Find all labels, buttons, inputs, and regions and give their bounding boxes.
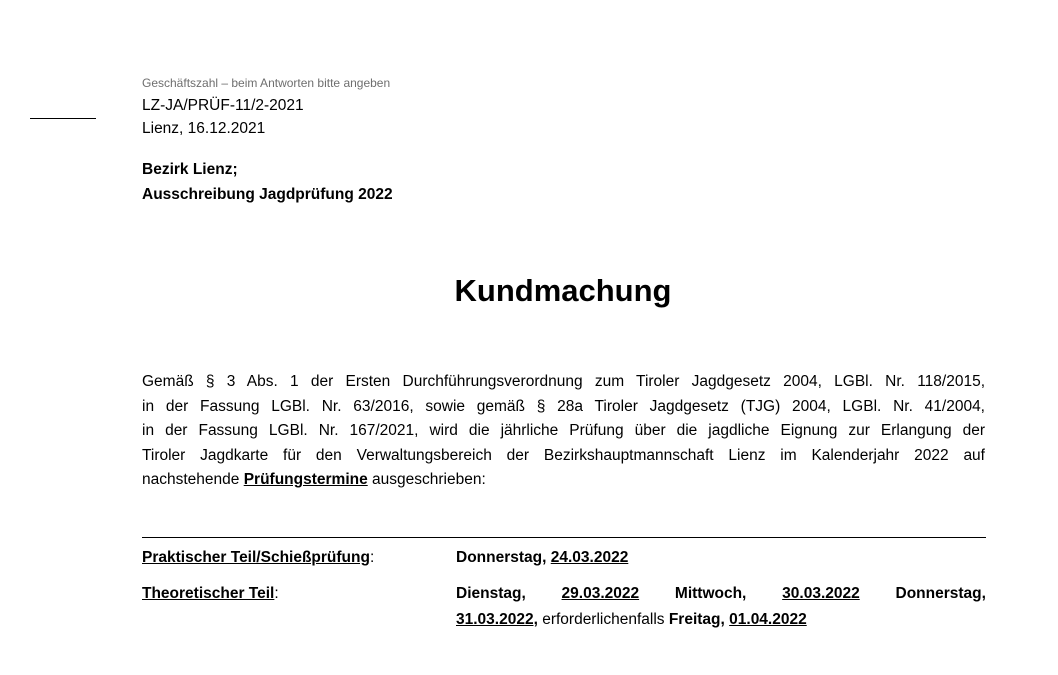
page-title: Kundmachung [454, 273, 672, 308]
practical-part-label [142, 549, 374, 567]
body-line-3: in der Fassung LGBl. Nr. 167/2021, wird die jährliche Prüfung über die jagdliche Eignung zur Erlangung der [142, 422, 985, 439]
body-line-4: Tiroler Jagdkarte für den Verwaltungsbereich der Bezirkshauptmannschaft Lienz im Kalenderjahr 2022 auf [142, 446, 985, 464]
theoretical-date-4: 01.04.2022 [729, 611, 807, 628]
theoretical-part-colon: : [274, 585, 279, 602]
practical-part-label-text: Praktischer Teil/Schießprüfung [142, 549, 370, 566]
body-line-5 [142, 468, 985, 493]
exam-dates-emphasis: Prüfungstermine [243, 471, 368, 488]
practical-date: 24.03.2022 [550, 549, 629, 566]
body-line-5-suffix: ausgeschrieben: [367, 471, 486, 488]
theoretical-part-label [142, 585, 279, 603]
optional-text: erforderlichenfalls [537, 611, 669, 628]
body-line-5-prefix: nachstehende [142, 471, 244, 488]
theoretical-date-3: 31.03.2022, [456, 611, 538, 628]
theoretical-date-2: 30.03.2022 [782, 585, 860, 602]
theoretical-day-4: Freitag, [668, 611, 730, 628]
practical-part-colon: : [369, 549, 375, 566]
theoretical-date-1: 29.03.2022 [561, 585, 640, 602]
theoretical-dates-line-2 [456, 611, 807, 629]
theoretical-day-3: Donnerstag, [895, 585, 986, 602]
body-line-1: Gemäß § 3 Abs. 1 der Ersten Durchführungsverordnung zum Tiroler Jagdgesetz 2004, LGBl. Nr. 118/2015, [142, 373, 985, 390]
place-date: Lienz, 16.12.2021 [142, 120, 266, 137]
theoretical-day-1: Dienstag, [456, 585, 526, 602]
theoretical-day-2: Mittwoch, [674, 585, 747, 602]
reference-number: LZ-JA/PRÜF-11/2-2021 [142, 97, 304, 114]
body-paragraph [142, 370, 985, 493]
reference-hint: Geschäftszahl – beim Antworten bitte angeben [142, 76, 391, 90]
fold-mark [30, 118, 96, 119]
theoretical-part-label-text: Theoretischer Teil [142, 585, 275, 602]
body-line-2: in der Fassung LGBl. Nr. 63/2016, sowie gemäß § 28a Tiroler Jagdgesetz (TJG) 2004, LGBl. Nr. 41/2004, [142, 397, 985, 415]
practical-part-date [456, 549, 628, 567]
subject-line-2: Ausschreibung Jagdprüfung 2022 [142, 186, 393, 203]
schedule-divider [142, 537, 986, 538]
practical-day: Donnerstag, [456, 549, 551, 566]
subject-line-1: Bezirk Lienz; [142, 161, 238, 178]
theoretical-dates-line-1 [456, 585, 986, 603]
